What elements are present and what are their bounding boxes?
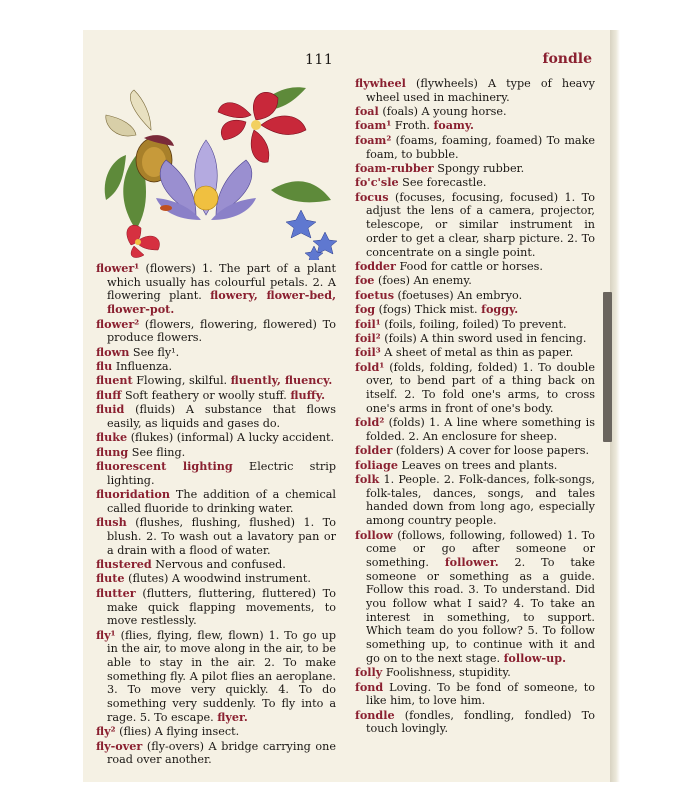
dictionary-entry: [96, 516, 336, 557]
dictionary-entry: [96, 488, 336, 515]
dictionary-entry: [96, 389, 336, 403]
dictionary-entry: [355, 473, 595, 528]
derived-word: follower.: [444, 554, 499, 569]
headword: foil¹: [355, 316, 381, 331]
headword: foil³: [355, 345, 381, 360]
definition: (fondles, fondling, fondled) To touch lovingly.: [366, 708, 595, 736]
dictionary-entry: [355, 274, 595, 288]
flowers-illustration: [96, 80, 346, 260]
definition: (fogs) Thick mist.: [375, 303, 482, 317]
definition: (folders) A cover for loose papers.: [392, 444, 590, 458]
dictionary-entry: [96, 572, 336, 586]
headword: fluorescent lighting: [96, 459, 233, 474]
headword: flower²: [96, 316, 140, 331]
definition: Leaves on trees and plants.: [397, 458, 558, 472]
definition: See fly¹.: [129, 345, 180, 359]
definition: (foes) An enemy.: [374, 274, 472, 288]
dictionary-entry: [96, 629, 336, 725]
headword: foliage: [355, 457, 398, 472]
dictionary-entry: [96, 587, 336, 628]
headword: foam¹: [355, 118, 392, 133]
dictionary-entry: [96, 346, 336, 360]
definition: (folds) 1. A line where something is folded. 2. An enclosure for sheep.: [366, 416, 595, 443]
derived-word: flowery, flower-bed, flower-pot.: [107, 288, 336, 317]
dictionary-entry: [355, 444, 595, 458]
definition: (foils, foiling, foiled) To prevent.: [380, 317, 567, 331]
dictionary-entry: [355, 459, 595, 473]
definition: (foals) A young horse.: [378, 105, 507, 119]
headword: fodder: [355, 258, 396, 273]
dictionary-entry: [355, 77, 595, 104]
dictionary-entry: [355, 361, 595, 416]
headword: flower¹: [96, 261, 140, 275]
definition: (flutes) A woodwind instrument.: [124, 572, 311, 586]
guide-word: fondle: [542, 51, 592, 67]
headword: flown: [96, 344, 130, 359]
dictionary-entry: [355, 134, 595, 161]
headword: folder: [355, 443, 393, 458]
definition: Loving. To be fond of someone, to like him, to love him.: [366, 680, 595, 708]
definition: (fluids) A substance that flows easily, as liquids and gases do.: [107, 403, 336, 430]
headword: folly: [355, 665, 383, 680]
definition: The addition of a chemical called fluoride to drinking water.: [107, 488, 336, 515]
dictionary-entry: [355, 119, 595, 133]
dictionary-entry: [355, 162, 595, 176]
dictionary-entry: [355, 346, 595, 360]
headword: fo'c'sle: [355, 175, 399, 190]
dictionary-entry: [355, 709, 595, 736]
headword: fly-over: [96, 738, 143, 753]
headword: flu: [96, 358, 113, 373]
headword: foil²: [355, 330, 381, 345]
definition: (foetuses) An embryo.: [394, 288, 523, 302]
headword: foal: [355, 104, 379, 119]
definition: (focuses, focusing, focused) 1. To adjust the lens of a camera, projector, telescope, or similar instrument in order to get a clear, sharp picture. 2. To concentrate on a single point.: [366, 190, 595, 259]
dictionary-entry: [355, 529, 595, 666]
dictionary-entry: [96, 403, 336, 430]
definition: Spongy rubber.: [433, 161, 525, 175]
headword: fluoridation: [96, 487, 170, 502]
dictionary-entry: [355, 289, 595, 303]
headword: flute: [96, 571, 125, 586]
dictionary-entry: [355, 318, 595, 332]
page-tab-marker: [603, 292, 612, 442]
headword: fluke: [96, 430, 128, 445]
headword: focus: [355, 189, 389, 204]
derived-word: follow-up.: [503, 650, 566, 665]
definition: (flowers, flowering, flowered) To produce flowers.: [107, 317, 336, 345]
dictionary-entry: [96, 262, 336, 317]
headword: flutter: [96, 585, 136, 600]
dictionary-entry: [96, 460, 336, 487]
dictionary-entry: [96, 374, 336, 388]
headword: flywheel: [355, 76, 406, 90]
dictionary-entry: [355, 303, 595, 317]
headword: fluff: [96, 387, 122, 402]
definition: (foils) A thin sword used in fencing.: [380, 331, 587, 345]
dictionary-entry: [96, 725, 336, 739]
definition: Foolishness, stupidity.: [382, 666, 511, 680]
headword: foetus: [355, 287, 394, 302]
definition: See forecastle.: [398, 176, 487, 190]
dictionary-entry: [96, 360, 336, 374]
dictionary-entry: [355, 666, 595, 680]
headword: fly¹: [96, 627, 116, 642]
dictionary-entry: [96, 558, 336, 572]
dictionary-entry: [96, 740, 336, 767]
dictionary-entry: [355, 105, 595, 119]
derived-word: flyer.: [217, 709, 248, 724]
definition: (follows, following, followed) 1. To come or go after someone or something.: [366, 528, 595, 569]
page-number: 111: [305, 52, 334, 68]
left-column: [96, 262, 336, 768]
definition: (fly-overs) A bridge carrying one road over another.: [107, 739, 336, 767]
dictionary-entry: [355, 681, 595, 708]
definition: (flies, flying, flew, flown) 1. To go up in the air, to move along in the air, to be able to stay in the air. 2. To make something fly. A pilot flies an aeroplane. 3. To move very quickly. 4. To do something very suddenly. To fly into a rage. 5. To escape.: [107, 628, 336, 724]
headword: fluid: [96, 402, 125, 417]
definition: Soft feathery or woolly stuff.: [121, 388, 291, 402]
headword: foe: [355, 273, 375, 288]
headword: fond: [355, 679, 384, 694]
definition: 1. People. 2. Folk-dances, folk-songs, folk-tales, dances, songs, and tales handed down from long ago, especially among country people.: [366, 473, 595, 528]
derived-word: foamy.: [433, 118, 474, 133]
definition: (flowers) 1. The part of a plant which usually has colourful petals. 2. A flowering plant.: [107, 262, 336, 303]
dictionary-entry: [355, 332, 595, 346]
headword: fold¹: [355, 359, 385, 374]
derived-word: foggy.: [481, 302, 519, 317]
headword: flung: [96, 444, 129, 459]
definition: Froth.: [391, 119, 434, 133]
headword: foam-rubber: [355, 160, 434, 175]
definition: Electric strip lighting.: [107, 460, 336, 487]
right-column: [355, 77, 595, 737]
definition: (foams, foaming, foamed) To make foam, to bubble.: [366, 133, 595, 161]
definition: Flowing, skilful.: [132, 374, 231, 388]
dictionary-entry: [96, 318, 336, 345]
definition: A sheet of metal as thin as paper.: [380, 346, 574, 360]
headword: flush: [96, 515, 127, 530]
definition: Nervous and confused.: [151, 558, 286, 572]
definition: (folds, folding, folded) 1. To double over, to bend part of a thing back on itself. 2. To fold one's arms, to cross one's arms in front of one's body.: [366, 360, 595, 415]
headword: fold²: [355, 415, 385, 430]
definition: (flukes) (informal) A lucky accident.: [127, 431, 335, 445]
derived-word: fluently, fluency.: [230, 373, 333, 388]
definition: See fling.: [128, 445, 186, 459]
definition: 2. To take someone or something as a guide. Follow this road. 3. To understand. Did you follow what I said? 4. To take an interest in something, to support. Which team do you follow? 5. To follow something up, to continue with it and go on to the next stage.: [366, 555, 595, 665]
dictionary-entry: [355, 416, 595, 443]
headword: fluent: [96, 373, 133, 388]
dictionary-entry: [96, 431, 336, 445]
headword: flustered: [96, 557, 152, 572]
headword: fondle: [355, 707, 395, 722]
definition: Food for cattle or horses.: [395, 259, 543, 273]
headword: fly²: [96, 724, 116, 739]
derived-word: fluffy.: [290, 387, 325, 402]
definition: (flutters, fluttering, fluttered) To make quick flapping movements, to move restlessly.: [107, 586, 336, 628]
headword: foam²: [355, 132, 392, 147]
definition: (flushes, flushing, flushed) 1. To blush. 2. To wash out a lavatory pan or a drain with a flood of water.: [107, 516, 336, 557]
dictionary-entry: [355, 191, 595, 260]
headword: fog: [355, 302, 376, 317]
definition: (flywheels) A type of heavy wheel used in machinery.: [366, 77, 595, 104]
definition: Influenza.: [112, 359, 173, 373]
dictionary-entry: [96, 446, 336, 460]
headword: folk: [355, 472, 380, 487]
dictionary-entry: [355, 176, 595, 190]
headword: follow: [355, 527, 393, 542]
definition: (flies) A flying insect.: [115, 725, 240, 739]
dictionary-entry: [355, 260, 595, 274]
